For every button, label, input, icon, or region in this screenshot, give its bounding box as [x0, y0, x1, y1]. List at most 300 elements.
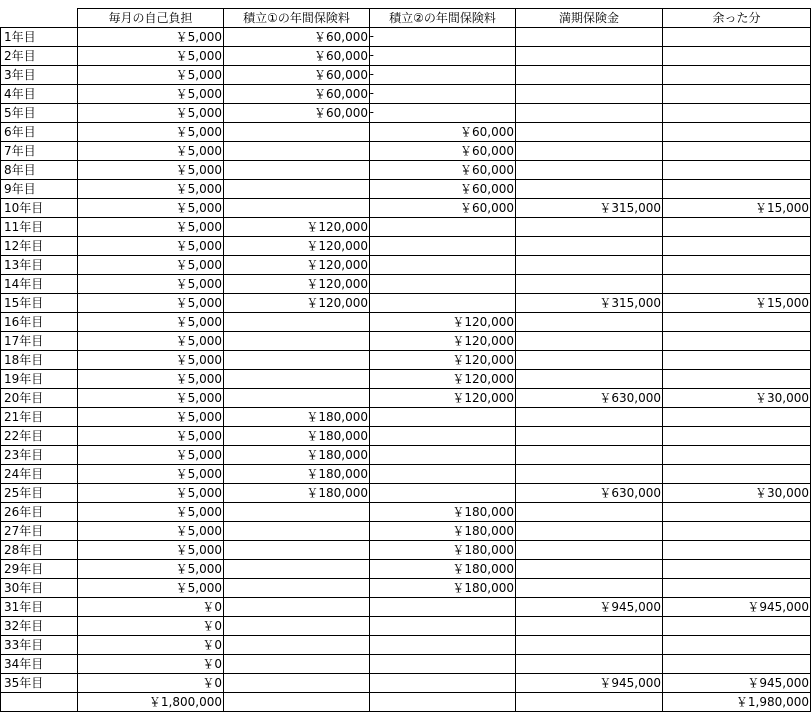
header-monthly: 毎月の自己負担: [78, 9, 224, 28]
cell-monthly: [78, 142, 224, 161]
cell-plan1-value: ￥60,000: [314, 86, 368, 101]
cell-monthly: [78, 199, 224, 218]
cell-year-value: 11年目: [4, 219, 44, 234]
cell-year: [1, 351, 78, 370]
cell-plan1-value: ￥120,000: [306, 257, 368, 272]
table-row: [1, 142, 811, 161]
cell-year-value: 4年目: [4, 86, 36, 101]
cell-year: [1, 503, 78, 522]
cell-plan2: [370, 332, 516, 351]
cell-remaining: [663, 617, 811, 636]
table-row: [1, 237, 811, 256]
cell-monthly: [78, 256, 224, 275]
cell-plan1: [224, 351, 370, 370]
cell-monthly-value: ￥5,000: [175, 48, 222, 63]
cell-plan2: [370, 351, 516, 370]
cell-year: [1, 541, 78, 560]
cell-monthly: [78, 560, 224, 579]
cell-maturity: [516, 332, 663, 351]
total-maturity: [516, 693, 663, 712]
cell-monthly: [78, 218, 224, 237]
cell-monthly: [78, 294, 224, 313]
cell-plan2: [370, 617, 516, 636]
table-row: [1, 427, 811, 446]
table-row: [1, 180, 811, 199]
cell-year-value: 33年目: [4, 637, 44, 652]
table-row: [1, 579, 811, 598]
total-year: [1, 693, 78, 712]
cell-remaining: [663, 674, 811, 693]
cell-plan2: [370, 465, 516, 484]
cell-monthly: [78, 66, 224, 85]
cell-monthly-value: ￥5,000: [175, 181, 222, 196]
cell-plan2: [370, 408, 516, 427]
cell-plan2: [370, 389, 516, 408]
header-maturity: 満期保険金: [516, 9, 663, 28]
cell-year-value: 29年目: [4, 561, 44, 576]
cell-year-value: 31年目: [4, 599, 44, 614]
cell-maturity-value: ￥945,000: [599, 675, 661, 690]
cell-remaining: [663, 218, 811, 237]
table-row: [1, 256, 811, 275]
cell-plan2: [370, 674, 516, 693]
cell-monthly-value: ￥5,000: [175, 485, 222, 500]
cell-monthly-value: ￥5,000: [175, 200, 222, 215]
cell-plan1-dash: -: [369, 67, 374, 81]
cell-remaining: [663, 332, 811, 351]
cell-plan1: [224, 47, 374, 66]
cell-year-value: 35年目: [4, 675, 44, 690]
cell-monthly: [78, 389, 224, 408]
cell-monthly-value: ￥0: [202, 599, 222, 614]
cell-year-value: 17年目: [4, 333, 44, 348]
cell-plan2: [370, 47, 516, 66]
cell-plan2-value: ￥120,000: [452, 371, 514, 386]
cell-monthly-value: ￥5,000: [175, 314, 222, 329]
cell-monthly-value: ￥5,000: [175, 162, 222, 177]
cell-remaining: [663, 389, 811, 408]
table-row: [1, 123, 811, 142]
cell-year: [1, 199, 78, 218]
cell-plan1: [224, 28, 374, 47]
cell-remaining: [663, 484, 811, 503]
cell-year: [1, 389, 78, 408]
cell-remaining: [663, 28, 811, 47]
cell-plan2-value: ￥180,000: [452, 561, 514, 576]
cell-plan1: [224, 142, 370, 161]
cell-maturity: [516, 465, 663, 484]
cell-year: [1, 123, 78, 142]
cell-remaining: [663, 427, 811, 446]
cell-plan2-value: ￥60,000: [460, 124, 514, 139]
cell-maturity-value: ￥315,000: [599, 295, 661, 310]
cell-remaining: [663, 503, 811, 522]
cell-monthly: [78, 655, 224, 674]
cell-monthly-value: ￥5,000: [175, 504, 222, 519]
cell-plan2: [370, 66, 516, 85]
cell-year-value: 14年目: [4, 276, 44, 291]
cell-plan1: [224, 370, 370, 389]
cell-plan1: [224, 85, 374, 104]
cell-plan2-value: ￥180,000: [452, 542, 514, 557]
cell-monthly-value: ￥5,000: [175, 257, 222, 272]
table-row: [1, 636, 811, 655]
cell-year-value: 9年目: [4, 181, 36, 196]
cell-maturity: [516, 199, 663, 218]
cell-plan2: [370, 446, 516, 465]
cell-remaining-value: ￥15,000: [755, 200, 809, 215]
cell-remaining-value: ￥945,000: [747, 675, 809, 690]
cell-year: [1, 256, 78, 275]
cell-year: [1, 370, 78, 389]
cell-year: [1, 104, 78, 123]
table-row: [1, 484, 811, 503]
cell-monthly-value: ￥5,000: [175, 390, 222, 405]
total-plan2: [370, 693, 516, 712]
cell-maturity: [516, 370, 663, 389]
total-plan1: [224, 693, 370, 712]
cell-year-value: 24年目: [4, 466, 44, 481]
cell-plan1: [224, 408, 370, 427]
cell-monthly: [78, 579, 224, 598]
cell-plan1-value: ￥180,000: [306, 485, 368, 500]
cell-year: [1, 28, 78, 47]
cell-monthly: [78, 275, 224, 294]
cell-monthly: [78, 465, 224, 484]
cell-plan1-value: ￥120,000: [306, 276, 368, 291]
cell-monthly: [78, 85, 224, 104]
cell-remaining: [663, 180, 811, 199]
cell-monthly: [78, 598, 224, 617]
cell-remaining: [663, 66, 811, 85]
cell-year: [1, 313, 78, 332]
cell-plan2: [370, 180, 516, 199]
cell-plan2: [370, 655, 516, 674]
cell-monthly-value: ￥0: [202, 675, 222, 690]
cell-monthly-value: ￥0: [202, 656, 222, 671]
cell-maturity: [516, 180, 663, 199]
cell-plan1-value: ￥60,000: [314, 48, 368, 63]
cell-monthly-value: ￥5,000: [175, 561, 222, 576]
cell-plan1: [224, 180, 370, 199]
cell-maturity-value: ￥945,000: [599, 599, 661, 614]
cell-remaining: [663, 123, 811, 142]
cell-monthly: [78, 484, 224, 503]
cell-monthly-value: ￥0: [202, 637, 222, 652]
cell-monthly: [78, 370, 224, 389]
cell-plan2: [370, 275, 516, 294]
table-row: [1, 218, 811, 237]
cell-monthly: [78, 104, 224, 123]
table-row: [1, 351, 811, 370]
cell-plan1-dash: -: [369, 48, 374, 62]
cell-plan1-value: ￥180,000: [306, 409, 368, 424]
cell-year: [1, 636, 78, 655]
cell-plan1: [224, 66, 374, 85]
cell-remaining: [663, 275, 811, 294]
cell-monthly-value: ￥5,000: [175, 523, 222, 538]
cell-maturity: [516, 351, 663, 370]
cell-plan1: [224, 275, 370, 294]
cell-maturity: [516, 104, 663, 123]
cell-maturity: [516, 218, 663, 237]
cell-monthly-value: ￥5,000: [175, 428, 222, 443]
cell-year: [1, 617, 78, 636]
cell-remaining: [663, 256, 811, 275]
cell-year-value: 2年目: [4, 48, 36, 63]
cell-monthly-value: ￥5,000: [175, 371, 222, 386]
cell-monthly: [78, 408, 224, 427]
cell-plan1: [224, 446, 370, 465]
cell-plan1-value: ￥60,000: [314, 105, 368, 120]
cell-plan1-dash: -: [369, 105, 374, 119]
cell-year-value: 23年目: [4, 447, 44, 462]
table-row: [1, 446, 811, 465]
cell-remaining: [663, 636, 811, 655]
cell-plan2-value: ￥120,000: [452, 333, 514, 348]
cell-monthly-value: ￥5,000: [175, 295, 222, 310]
cell-plan1: [224, 218, 370, 237]
cell-monthly-value: ￥5,000: [175, 466, 222, 481]
cell-plan2-value: ￥60,000: [460, 200, 514, 215]
cell-monthly-value: ￥5,000: [175, 333, 222, 348]
cell-plan1-value: ￥60,000: [314, 67, 368, 82]
cell-plan2: [370, 427, 516, 446]
cell-monthly: [78, 674, 224, 693]
cell-plan2: [370, 256, 516, 275]
cell-monthly: [78, 522, 224, 541]
cell-year-value: 3年目: [4, 67, 36, 82]
cell-plan1: [224, 579, 370, 598]
cell-plan2-value: ￥60,000: [460, 143, 514, 158]
cell-maturity: [516, 237, 663, 256]
header-year: [1, 9, 78, 28]
cell-year-value: 30年目: [4, 580, 44, 595]
cell-year: [1, 446, 78, 465]
table-row: [1, 465, 811, 484]
cell-plan2: [370, 104, 516, 123]
cell-plan1-value: ￥120,000: [306, 238, 368, 253]
cell-maturity: [516, 85, 663, 104]
cell-remaining: [663, 142, 811, 161]
cell-year-value: 34年目: [4, 656, 44, 671]
table-row: [1, 674, 811, 693]
cell-plan2: [370, 294, 516, 313]
cell-plan2-value: ￥120,000: [452, 352, 514, 367]
cell-remaining-value: ￥15,000: [755, 295, 809, 310]
cell-monthly: [78, 503, 224, 522]
cell-plan1: [224, 598, 370, 617]
cell-maturity: [516, 47, 663, 66]
cell-remaining: [663, 370, 811, 389]
cell-year: [1, 47, 78, 66]
cell-plan1: [224, 636, 370, 655]
cell-monthly-value: ￥5,000: [175, 143, 222, 158]
cell-year: [1, 598, 78, 617]
cell-monthly: [78, 180, 224, 199]
cell-remaining: [663, 161, 811, 180]
cell-year: [1, 560, 78, 579]
table-row: [1, 503, 811, 522]
cell-year: [1, 332, 78, 351]
cell-maturity: [516, 389, 663, 408]
cell-remaining: [663, 655, 811, 674]
header-row: [1, 9, 811, 28]
table-row: [1, 522, 811, 541]
cell-plan2: [370, 541, 516, 560]
insurance-table: [0, 8, 811, 712]
cell-monthly-value: ￥0: [202, 618, 222, 633]
table-row: [1, 655, 811, 674]
cell-year-value: 32年目: [4, 618, 44, 633]
cell-year: [1, 180, 78, 199]
cell-monthly-value: ￥5,000: [175, 124, 222, 139]
cell-maturity: [516, 617, 663, 636]
cell-maturity: [516, 294, 663, 313]
table-row: [1, 161, 811, 180]
cell-year-value: 27年目: [4, 523, 44, 538]
total-row: [1, 693, 811, 712]
cell-maturity-value: ￥630,000: [599, 390, 661, 405]
table-row: [1, 85, 811, 104]
cell-monthly: [78, 636, 224, 655]
cell-plan1: [224, 522, 370, 541]
cell-plan2-value: ￥180,000: [452, 523, 514, 538]
cell-year: [1, 408, 78, 427]
cell-plan1: [224, 617, 370, 636]
cell-plan1: [224, 484, 370, 503]
table-row: [1, 28, 811, 47]
cell-plan1: [224, 332, 370, 351]
cell-maturity: [516, 484, 663, 503]
cell-remaining: [663, 237, 811, 256]
cell-remaining: [663, 351, 811, 370]
cell-plan1-value: ￥180,000: [306, 466, 368, 481]
cell-year: [1, 522, 78, 541]
header-remaining: 余った分: [663, 9, 811, 28]
cell-plan1-dash: -: [369, 29, 374, 43]
cell-plan2-value: ￥180,000: [452, 504, 514, 519]
cell-plan1: [224, 655, 370, 674]
cell-maturity: [516, 522, 663, 541]
cell-monthly: [78, 47, 224, 66]
table-row: [1, 104, 811, 123]
cell-year: [1, 161, 78, 180]
cell-year: [1, 294, 78, 313]
cell-monthly: [78, 28, 224, 47]
cell-monthly-value: ￥5,000: [175, 409, 222, 424]
cell-plan2: [370, 28, 516, 47]
cell-plan2-value: ￥120,000: [452, 390, 514, 405]
cell-plan1-value: ￥180,000: [306, 447, 368, 462]
cell-year-value: 21年目: [4, 409, 44, 424]
cell-monthly-value: ￥5,000: [175, 219, 222, 234]
table-row: [1, 294, 811, 313]
table-row: [1, 66, 811, 85]
cell-maturity: [516, 28, 663, 47]
cell-maturity: [516, 636, 663, 655]
cell-remaining: [663, 446, 811, 465]
cell-monthly-value: ￥5,000: [175, 542, 222, 557]
cell-maturity-value: ￥315,000: [599, 200, 661, 215]
cell-remaining: [663, 408, 811, 427]
cell-monthly: [78, 332, 224, 351]
cell-plan1: [224, 256, 370, 275]
cell-maturity: [516, 123, 663, 142]
table-row: [1, 332, 811, 351]
cell-monthly: [78, 123, 224, 142]
cell-monthly: [78, 541, 224, 560]
table-row: [1, 199, 811, 218]
cell-plan1: [224, 674, 370, 693]
cell-remaining: [663, 522, 811, 541]
cell-year: [1, 237, 78, 256]
cell-remaining: [663, 199, 811, 218]
table-row: [1, 47, 811, 66]
table-row: [1, 389, 811, 408]
cell-year-value: 18年目: [4, 352, 44, 367]
cell-monthly-value: ￥5,000: [175, 276, 222, 291]
cell-year-value: 20年目: [4, 390, 44, 405]
cell-maturity: [516, 503, 663, 522]
cell-year: [1, 218, 78, 237]
cell-year-value: 7年目: [4, 143, 36, 158]
cell-year: [1, 465, 78, 484]
cell-remaining-value: ￥30,000: [755, 390, 809, 405]
cell-monthly-value: ￥5,000: [175, 580, 222, 595]
cell-year: [1, 275, 78, 294]
cell-plan1: [224, 389, 370, 408]
cell-year-value: 6年目: [4, 124, 36, 139]
cell-plan2: [370, 123, 516, 142]
cell-monthly-value: ￥5,000: [175, 29, 222, 44]
cell-plan2: [370, 503, 516, 522]
cell-year-value: 13年目: [4, 257, 44, 272]
cell-plan1: [224, 503, 370, 522]
cell-monthly-value: ￥5,000: [175, 105, 222, 120]
cell-maturity: [516, 313, 663, 332]
cell-monthly-value: ￥5,000: [175, 352, 222, 367]
cell-year: [1, 85, 78, 104]
cell-maturity: [516, 655, 663, 674]
cell-monthly: [78, 161, 224, 180]
cell-remaining-value: ￥945,000: [747, 599, 809, 614]
table-row: [1, 560, 811, 579]
cell-plan1: [224, 560, 370, 579]
cell-plan2: [370, 484, 516, 503]
cell-plan1: [224, 123, 370, 142]
table-row: [1, 275, 811, 294]
cell-year-value: 28年目: [4, 542, 44, 557]
cell-plan2: [370, 85, 516, 104]
cell-maturity: [516, 579, 663, 598]
cell-monthly: [78, 427, 224, 446]
cell-plan2: [370, 142, 516, 161]
cell-plan1-value: ￥120,000: [306, 219, 368, 234]
cell-monthly-value: ￥5,000: [175, 86, 222, 101]
cell-year: [1, 484, 78, 503]
cell-maturity: [516, 142, 663, 161]
cell-plan1: [224, 104, 374, 123]
cell-maturity-value: ￥630,000: [599, 485, 661, 500]
cell-remaining: [663, 104, 811, 123]
cell-year-value: 12年目: [4, 238, 44, 253]
cell-monthly: [78, 446, 224, 465]
cell-remaining: [663, 465, 811, 484]
table-row: [1, 617, 811, 636]
cell-year-value: 26年目: [4, 504, 44, 519]
cell-plan2-value: ￥60,000: [460, 162, 514, 177]
